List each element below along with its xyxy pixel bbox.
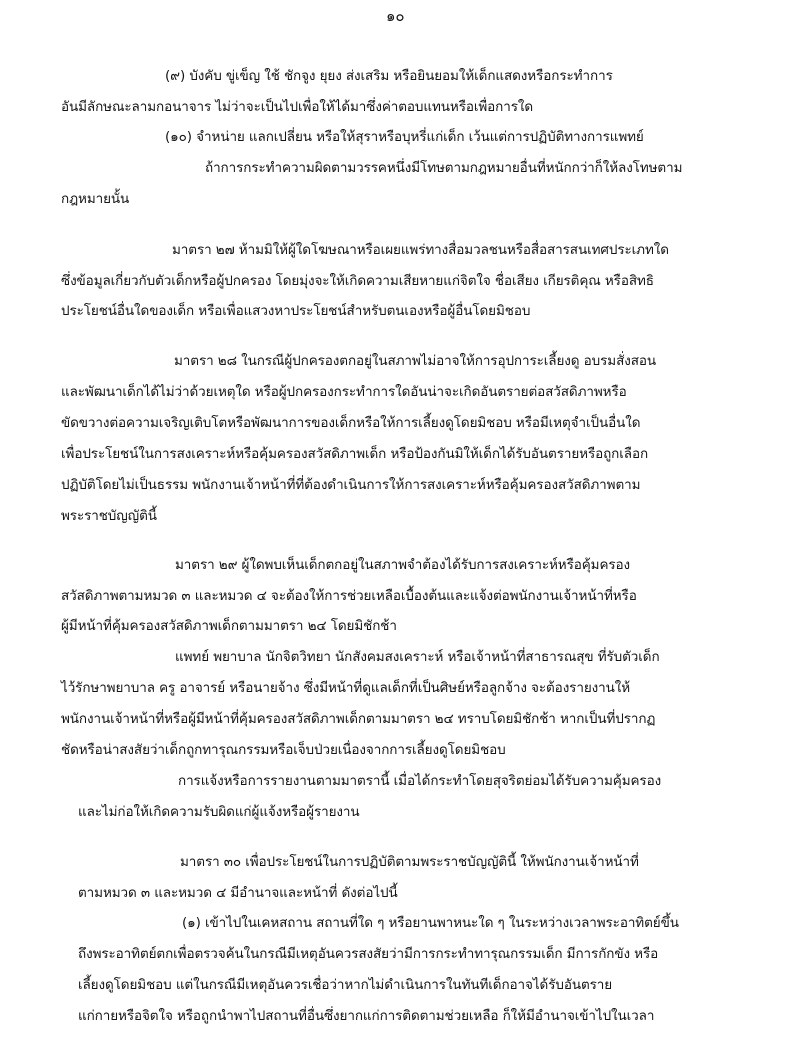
- text-line: (๑) เข้าไปในเคหสถาน สถานที่ใด ๆ หรือยานพาหนะใด ๆ ในระหว่างเวลาพระอาทิตย์ขึ้น: [182, 915, 679, 931]
- text-line: พระราชบัญญัตินี้: [61, 508, 157, 524]
- text-line: (๑๐) จำหน่าย แลกเปลี่ยน หรือให้สุราหรือบุหรี่แก่เด็ก เว้นแต่การปฏิบัติทางการแพทย์: [165, 129, 644, 145]
- page-number: ๑๐: [386, 7, 405, 25]
- text-line: เพื่อประโยชน์ในการสงเคราะห์หรือคุ้มครองสวัสดิภาพเด็ก หรือป้องกันมิให้เด็กได้รับอันตรายหรือถูกเลือก: [61, 446, 649, 462]
- text-line: ถ้าการกระทำความผิดตามวรรคหนึ่งมีโทษตามกฎหมายอื่นที่หนักกว่าก็ให้ลงโทษตาม: [205, 160, 683, 176]
- text-line: กฎหมายนั้น: [61, 191, 130, 207]
- section-heading-29: มาตรา ๒๙ ผู้ใดพบเห็นเด็กตกอยู่ในสภาพจำต้องได้รับการสงเคราะห์หรือคุ้มครอง: [175, 557, 631, 573]
- text-line: อันมีลักษณะลามกอนาจาร ไม่ว่าจะเป็นไปเพื่อให้ได้มาซึ่งค่าตอบแทนหรือเพื่อการใด: [61, 99, 534, 115]
- text-line: การแจ้งหรือการรายงานตามมาตรานี้ เมื่อได้กระทำโดยสุจริตย่อมได้รับความคุ้มครอง: [178, 773, 662, 789]
- text-line: (๙) บังคับ ขู่เข็ญ ใช้ ชักจูง ยุยง ส่งเสริม หรือยินยอมให้เด็กแสดงหรือกระทำการ: [165, 68, 613, 84]
- text-line: ซึ่งข้อมูลเกี่ยวกับตัวเด็กหรือผู้ปกครอง โดยมุ่งจะให้เกิดความเสียหายแก่จิตใจ ชื่อเสียง เกียรติคุณ หรือสิทธิ: [61, 273, 654, 289]
- text-line: ประโยชน์อื่นใดของเด็ก หรือเพื่อแสวงหาประโยชน์สำหรับตนเองหรือผู้อื่นโดยมิชอบ: [61, 303, 531, 319]
- text-line: แก่กายหรือจิตใจ หรือถูกนำพาไปสถานที่อื่นซึ่งยากแก่การติดตามช่วยเหลือ ก็ให้มีอำนาจเข้าไปในเวลา: [78, 1008, 655, 1024]
- text-line: ไว้รักษาพยาบาล ครู อาจารย์ หรือนายจ้าง ซึ่งมีหน้าที่ดูแลเด็กที่เป็นศิษย์หรือลูกจ้าง จะต้องรายงานให้: [61, 680, 631, 696]
- text-line: และไม่ก่อให้เกิดความรับผิดแก่ผู้แจ้งหรือผู้รายงาน: [78, 804, 360, 820]
- text-line: ขัดขวางต่อความเจริญเติบโตหรือพัฒนาการของเด็กหรือให้การเลี้ยงดูโดยมิชอบ หรือมีเหตุจำเป็นอื่นใด: [61, 415, 641, 431]
- text-line: ผู้มีหน้าที่คุ้มครองสวัสดิภาพเด็กตามมาตรา ๒๔ โดยมิชักช้า: [61, 618, 397, 634]
- text-line: ตามหมวด ๓ และหมวด ๔ มีอำนาจและหน้าที่ ดังต่อไปนี้: [78, 885, 398, 901]
- text-line: ถึงพระอาทิตย์ตกเพื่อตรวจค้นในกรณีมีเหตุอันควรสงสัยว่ามีการกระทำทารุณกรรมเด็ก มีการกักขัง หรือ: [78, 946, 659, 962]
- section-heading-30: มาตรา ๓๐ เพื่อประโยชน์ในการปฏิบัติตามพระราชบัญญัตินี้ ให้พนักงานเจ้าหน้าที่: [180, 854, 639, 870]
- text-line: แพทย์ พยาบาล นักจิตวิทยา นักสังคมสงเคราะห์ หรือเจ้าหน้าที่สาธารณสุข ที่รับตัวเด็ก: [175, 649, 660, 665]
- section-heading-28: มาตรา ๒๘ ในกรณีผู้ปกครองตกอยู่ในสภาพไม่อาจให้การอุปการะเลี้ยงดู อบรมสั่งสอน: [174, 353, 656, 369]
- text-line: พนักงานเจ้าหน้าที่หรือผู้มีหน้าที่คุ้มครองสวัสดิภาพเด็กตามมาตรา ๒๔ ทราบโดยมิชักช้า หากเป็นที่ปรากฏ: [61, 711, 656, 727]
- section-heading-27: มาตรา ๒๗ ห้ามมิให้ผู้ใดโฆษณาหรือเผยแพร่ทางสื่อมวลชนหรือสื่อสารสนเทศประเภทใด: [172, 242, 669, 258]
- text-line: และพัฒนาเด็กได้ไม่ว่าด้วยเหตุใด หรือผู้ปกครองกระทำการใดอันน่าจะเกิดอันตรายต่อสวัสดิภาพหรือ: [61, 384, 627, 400]
- text-line: สวัสดิภาพตามหมวด ๓ และหมวด ๔ จะต้องให้การช่วยเหลือเบื้องต้นและแจ้งต่อพนักงานเจ้าหน้าที่หรือ: [61, 588, 637, 604]
- text-line: ชัดหรือน่าสงสัยว่าเด็กถูกทารุณกรรมหรือเจ็บป่วยเนื่องจากการเลี้ยงดูโดยมิชอบ: [61, 742, 506, 758]
- text-line: เลี้ยงดูโดยมิชอบ แต่ในกรณีมีเหตุอันควรเชื่อว่าหากไม่ดำเนินการในทันทีเด็กอาจได้รับอันตราย: [78, 977, 613, 993]
- text-line: ปฏิบัติโดยไม่เป็นธรรม พนักงานเจ้าหน้าที่ที่ต้องดำเนินการให้การสงเคราะห์หรือคุ้มครองสวัสดิภาพตาม: [61, 477, 641, 493]
